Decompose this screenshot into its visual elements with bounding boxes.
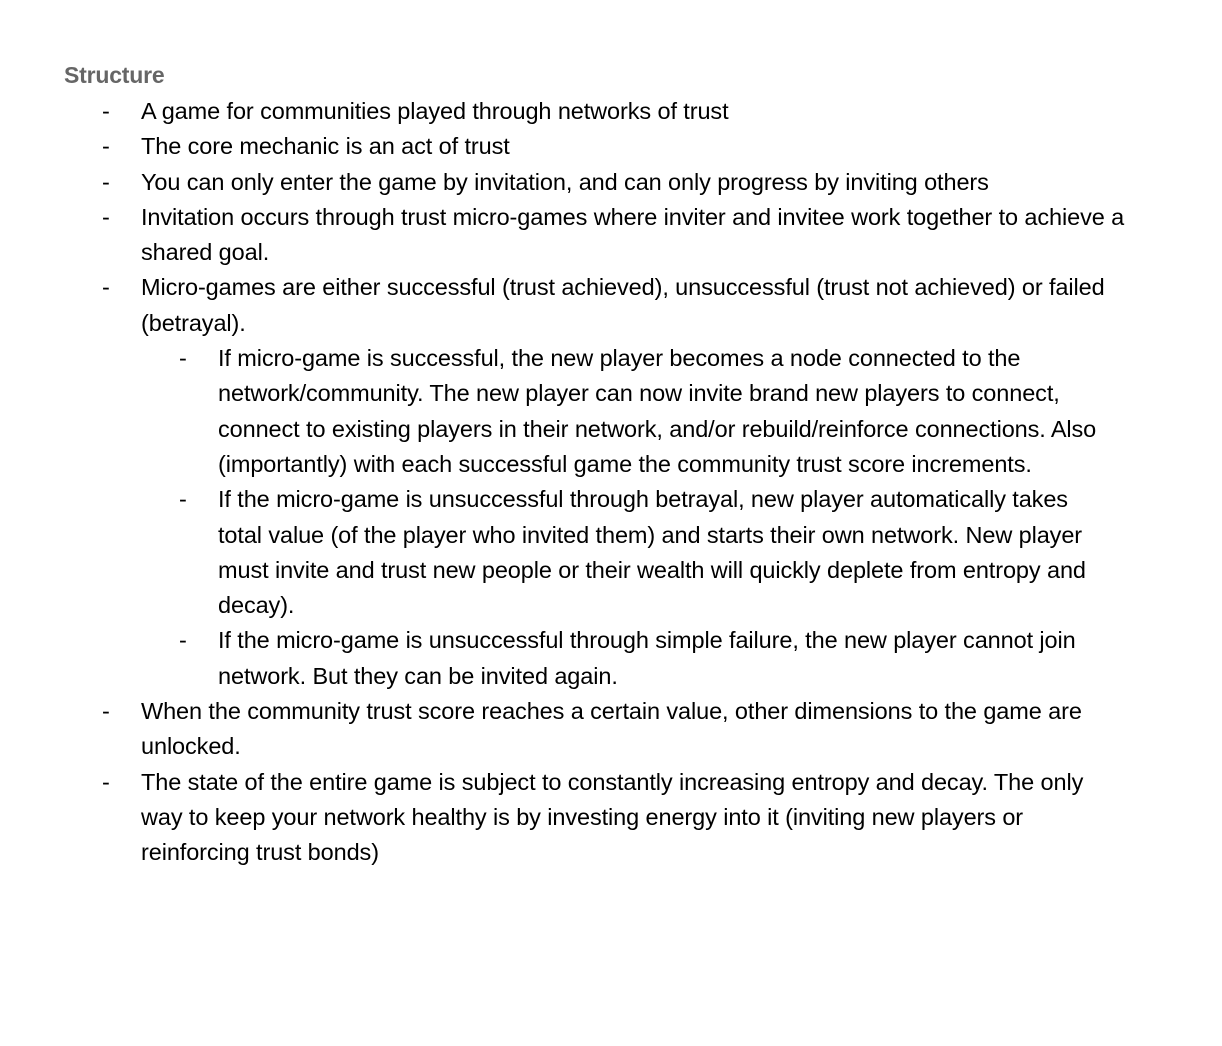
list-item-text: If micro-game is successful, the new player becomes a node connected to the network/community. The new player can now invite brand new players to connect, connect to existing players in their network, and/or rebuild/reinforce connections. Also (importantly) with each successful game the community trust score increments. bbox=[218, 345, 1097, 477]
bullet-dash: - bbox=[102, 203, 110, 230]
list-item-text: You can only enter the game by invitation, and can only progress by inviting others bbox=[141, 168, 989, 195]
bullet-dash: - bbox=[102, 768, 110, 795]
list-item bbox=[0, 94, 1131, 129]
list-item-text: Invitation occurs through trust micro-games where inviter and invitee work together to achieve a shared goal. bbox=[141, 203, 1125, 266]
list-item bbox=[0, 694, 1131, 765]
bullet-dash: - bbox=[102, 698, 110, 725]
list-item bbox=[0, 200, 1131, 271]
bullet-dash: - bbox=[179, 627, 187, 654]
list-item-text: If the micro-game is unsuccessful through simple failure, the new player cannot join network. But they can be invited again. bbox=[218, 627, 1076, 689]
bullet-list bbox=[0, 94, 1222, 871]
nested-list-item bbox=[0, 623, 1118, 694]
list-item-text: When the community trust score reaches a certain value, other dimensions to the game are unlocked. bbox=[141, 698, 1082, 760]
list-item-text: The state of the entire game is subject to constantly increasing entropy and decay. The only way to keep your network healthy is by investing energy into it (inviting new players or reinforcing trust bonds) bbox=[141, 768, 1084, 866]
section-heading: Structure bbox=[64, 62, 165, 88]
bullet-dash: - bbox=[102, 168, 110, 195]
nested-list-item bbox=[0, 341, 1118, 482]
list-item bbox=[0, 129, 1131, 164]
list-item-text: Micro-games are either successful (trust achieved), unsuccessful (trust not achieved) or failed (betrayal). bbox=[141, 274, 1105, 336]
nested-list-item bbox=[0, 482, 1118, 623]
bullet-dash: - bbox=[179, 486, 187, 513]
list-item bbox=[0, 270, 1131, 341]
list-item bbox=[0, 765, 1131, 871]
bullet-dash: - bbox=[102, 98, 110, 124]
list-item bbox=[0, 165, 1131, 200]
list-item-text: The core mechanic is an act of trust bbox=[141, 133, 510, 160]
bullet-dash: - bbox=[102, 133, 110, 160]
list-item-text: If the micro-game is unsuccessful through betrayal, new player automatically takes total value (of the player who invited them) and starts their own network. New player must invite and trust new people or their wealth will quickly deplete from entropy and decay). bbox=[218, 486, 1086, 619]
bullet-dash: - bbox=[102, 274, 110, 301]
bullet-dash: - bbox=[179, 345, 187, 372]
list-item-text: A game for communities played through networks of trust bbox=[141, 98, 729, 124]
